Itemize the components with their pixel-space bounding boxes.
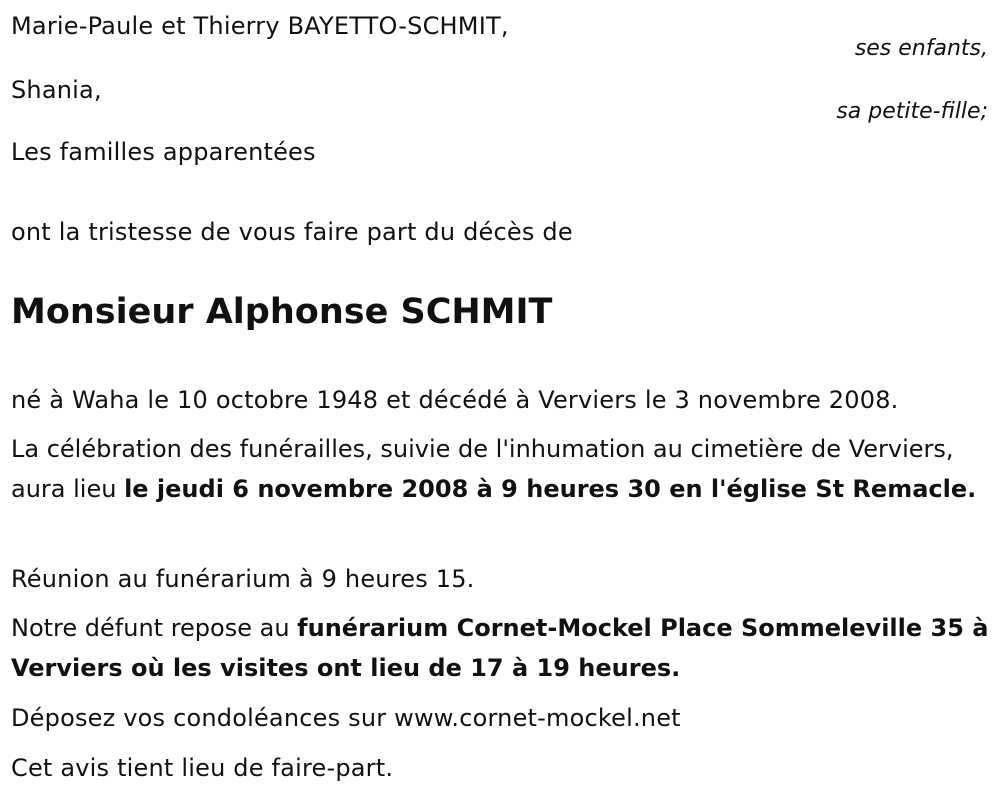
rest-location-hours: funérarium Cornet-Mockel Place Sommeleville 35 à Verviers où les visites ont lieu de 17 à 19 heures. — [11, 614, 989, 682]
rest-paragraph — [11, 608, 991, 688]
relatives-line: Les familles apparentées — [11, 138, 316, 166]
granddaughter-label: sa petite-fille; — [836, 99, 988, 124]
condolences-line: Déposez vos condoléances sur www.cornet-mockel.net — [11, 704, 681, 732]
announcement-line: ont la tristesse de vous faire part du décès de — [11, 218, 573, 246]
granddaughter-name: Shania, — [11, 76, 102, 104]
children-label: ses enfants, — [854, 36, 988, 61]
funeral-text: La célébration des funérailles, suivie de l'inhumation au cimetière de Verviers, aura lieu — [11, 435, 954, 503]
rest-text: Notre défunt repose au — [11, 614, 298, 642]
birth-death-line: né à Waha le 10 octobre 1948 et décédé à Verviers le 3 novembre 2008. — [11, 386, 899, 414]
meeting-line: Réunion au funérarium à 9 heures 15. — [11, 565, 475, 593]
funeral-date-location: le jeudi 6 novembre 2008 à 9 heures 30 en l'église St Remacle. — [124, 475, 977, 503]
deceased-name: Monsieur Alphonse SCHMIT — [11, 292, 553, 332]
notice-line: Cet avis tient lieu de faire-part. — [11, 754, 394, 782]
funeral-paragraph — [11, 429, 991, 509]
children-names: Marie-Paule et Thierry BAYETTO-SCHMIT, — [11, 12, 509, 40]
